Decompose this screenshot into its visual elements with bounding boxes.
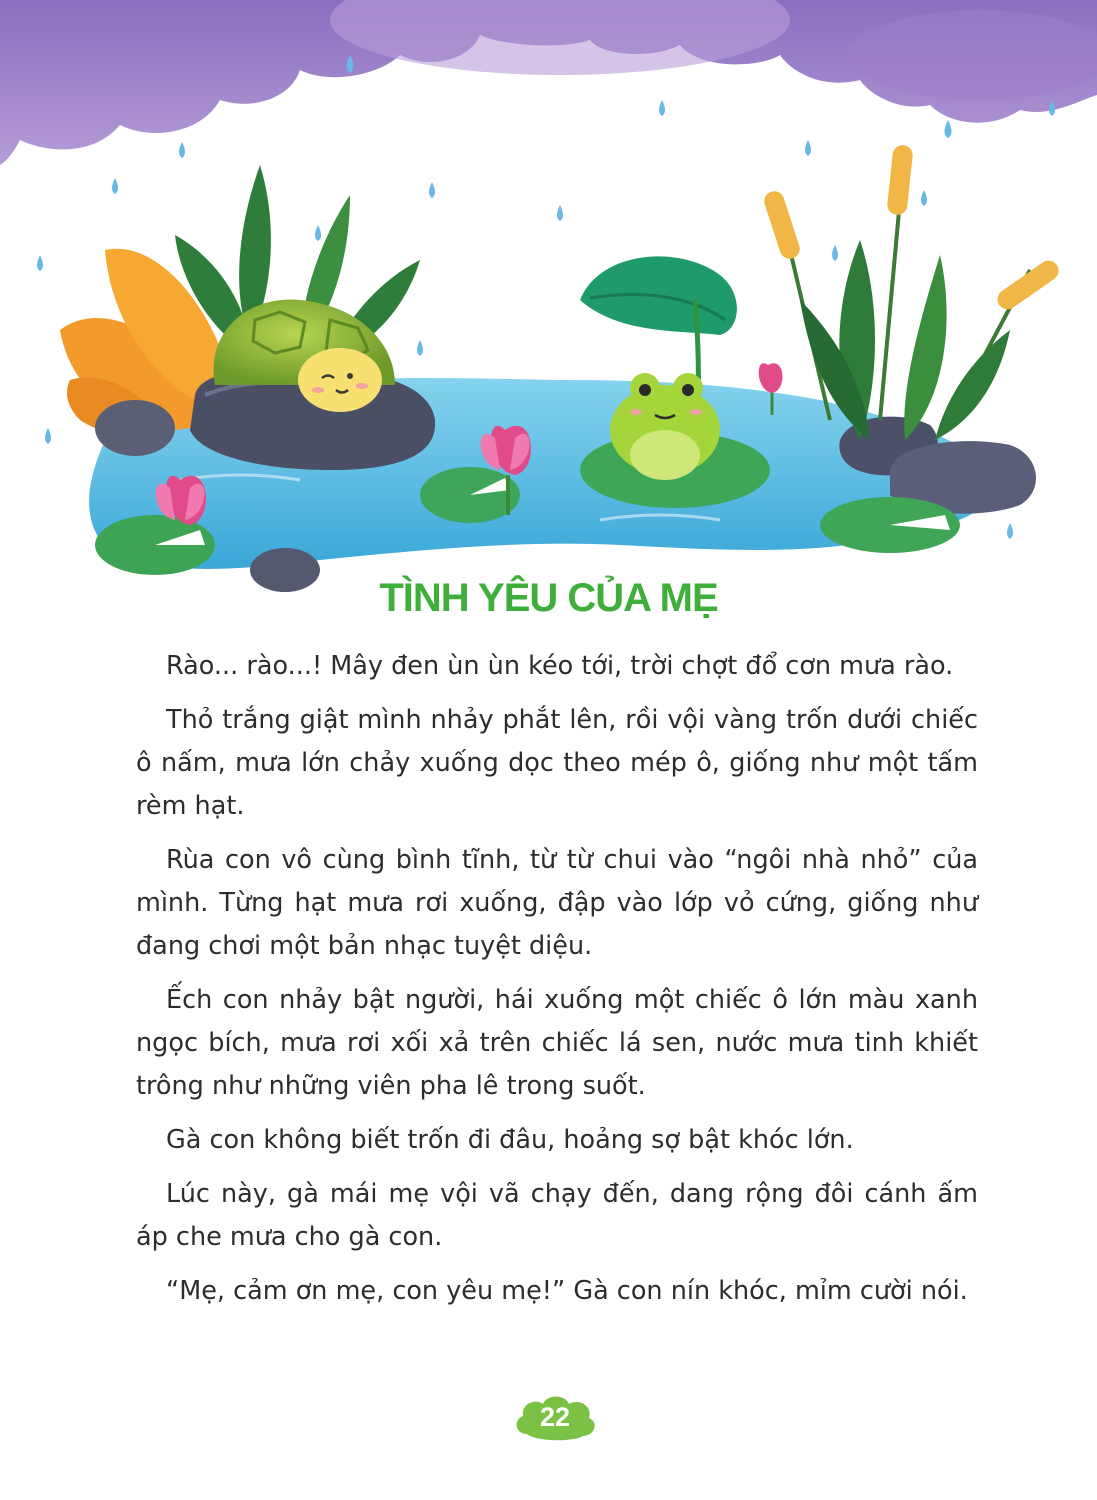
story-paragraph: Gà con không biết trốn đi đâu, hoảng sợ bật khóc lớn. — [166, 1125, 854, 1155]
story-title: TÌNH YÊU CỦA MẸ — [379, 576, 718, 620]
story-paragraph: Lúc này, gà mái mẹ vội vã chạy đến, dang rộng đôi cánh ấm áp che mưa cho gà con. — [136, 1179, 978, 1252]
story-paragraph: Rào... rào...! Mây đen ùn ùn kéo tới, trời chợt đổ cơn mưa rào. — [166, 651, 954, 681]
story-paragraph: Thỏ trắng giật mình nhảy phắt lên, rồi vội vàng trốn dưới chiếc ô nấm, mưa lớn chảy xuống dọc theo mép ô, giống như một tấm rèm hạt. — [136, 705, 978, 821]
story-paragraph: “Mẹ, cảm ơn mẹ, con yêu mẹ!” Gà con nín khóc, mỉm cười nói. — [166, 1276, 968, 1306]
story-paragraph: Ếch con nhảy bật người, hái xuống một chiếc ô lớn màu xanh ngọc bích, mưa rơi xối xả trên chiếc lá sen, nước mưa tinh khiết trông như những viên pha lê trong suốt. — [136, 985, 978, 1101]
rain-cloud-icon — [0, 0, 1097, 165]
story-body — [136, 645, 978, 1324]
page-number: 22 — [539, 1402, 571, 1432]
pond-illustration — [0, 0, 1097, 600]
page-number-badge — [513, 1392, 597, 1442]
story-paragraph: Rùa con vô cùng bình tĩnh, từ từ chui vào “ngôi nhà nhỏ” của mình. Từng hạt mưa rơi xuống, đập vào lớp vỏ cứng, giống như đang chơi một bản nhạc tuyệt diệu. — [136, 845, 978, 961]
